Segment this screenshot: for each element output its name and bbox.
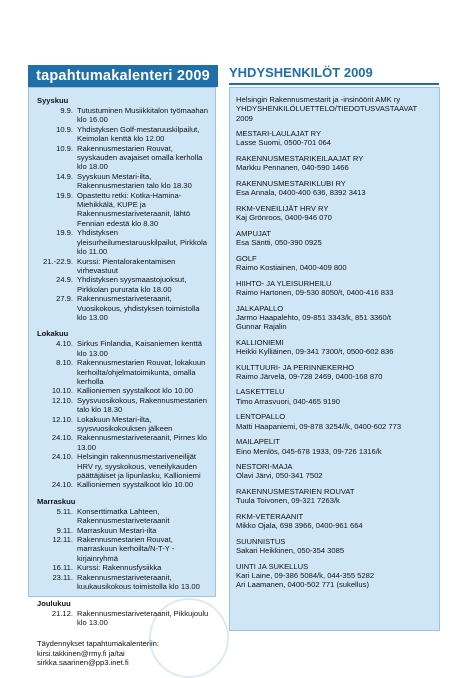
event-row [37,480,209,489]
event-text: Marraskuun Mestari-ilta [77,525,157,535]
contact-group-name: LASKETTELU [236,387,285,397]
contact-person: Matti Haapaniemi, 09-878 3254//k, 0400-602 773 [236,421,402,431]
contact-entry [236,154,433,172]
contact-group-name: LENTOPALLO [236,412,286,422]
event-text: Kallioniemen syystalkoot klo 10.00 [77,480,194,490]
contact-person: Timo Arrasvuori, 040-465 9190 [236,396,340,406]
event-row [37,526,209,535]
contacts-title: YHDYSHENKILÖT 2009 [229,63,439,85]
event-text: Kallioniemen syystalkoot klo 10.00 [77,386,194,396]
contact-entry [236,537,433,555]
event-date: 10.9. [56,124,73,134]
event-date: 21.-22.9. [43,256,73,266]
event-text: Tutustuminen Musiikkitalon työmaahan klo 16.00 [77,106,208,125]
event-text: Rakennusmestariveteraanit, Pikkujoulu klo 13.00 [77,608,209,627]
contact-entry [236,129,433,147]
event-date: 19.9. [56,190,73,200]
event-date: 10.10. [51,386,73,396]
event-row [37,433,209,452]
intro-line: YHDYSHENKILÖLUETTELO/TIEDOTUSVASTAAVAT [236,104,418,114]
contact-person: Lasse Suomi, 0500-701 064 [236,138,331,148]
event-row [37,339,209,358]
event-row [37,396,209,415]
contact-person: Tuula Toivonen, 09-321 7263/k [236,496,340,506]
contacts-panel [229,87,440,631]
contact-group-name: KALLIONIEMI [236,337,284,347]
event-text: Kurssi: Pientalorakentamisen virhevastuut [77,256,176,275]
contact-group-name: AMPUJAT [236,228,271,238]
event-row [37,257,209,276]
contact-entry [236,229,433,247]
contact-person: Kaj Grönroos, 0400-946 070 [236,213,332,223]
footer-line: kirsi.takkinen@rmy.fi ja/tai [37,648,125,658]
contact-group-name: KULTTUURI- JA PERINNEKERHO [236,362,354,372]
contact-entry [236,363,433,381]
event-date: 24.10. [51,480,73,490]
event-text: Yhdistyksen Golf-mestaruuskilpailut, Keimolan kenttä klo 12.00 [77,124,200,144]
footer-line: Täydennykset tapahtumakalenteriin: [37,639,159,649]
event-row [37,275,209,294]
contact-person: Jarmo Haapalehto, 09-851 3343/k, 851 3360/t [236,312,391,322]
event-row [37,415,209,434]
event-date: 21.12. [51,608,73,618]
event-row [37,573,209,592]
event-date: 24.9. [56,275,73,285]
event-text: Rakennusmestariveteraanit, Vuosikokous, yhdistyksen toimistolla klo 13.00 [77,294,200,322]
event-date: 12.11. [52,535,73,545]
month-heading: Marraskuu [37,496,76,506]
contact-entry [236,412,433,430]
contact-entry [236,204,433,222]
event-row [37,106,209,125]
contact-entry [236,279,433,297]
event-text: Helsingin rakennusmestariveneilijät HRV ry, syyskokous, veneilykauden päättäjäiset ja lipunlasku, Kallioniemi [77,452,201,481]
event-date: 24.10. [51,433,73,443]
contact-group-name: NESTORI-MAJA [236,462,293,472]
event-date: 27.9. [56,294,73,304]
contact-entry [236,462,433,480]
contact-group-name: GOLF [236,253,257,263]
event-date: 12.10. [51,414,73,424]
event-row [37,358,209,386]
contact-person: Gunnar Rajalin [236,321,287,331]
contact-person: Raimo Kostiainen, 0400-409 800 [236,262,347,272]
contact-person: Ari Laamanen, 0400-502 771 (sukellus) [236,580,369,590]
contact-entry [236,512,433,530]
contact-entry [236,179,433,197]
event-text: Syysvuosikokous, Rakennusmestarien talo klo 18.30 [77,395,207,415]
event-text: Rakennusmestariveteraanit, Pirnes klo 13.00 [77,433,207,452]
event-row [37,452,209,480]
contact-group-name: RKM-VENEILIJÄT HRV RY [236,203,329,213]
contact-person: Olavi Järvi, 050-341 7502 [236,471,323,481]
event-date: 10.9. [56,143,73,153]
intro-line: Helsingin Rakennusmestarit ja -insinöörit AMK ry [236,95,401,104]
event-row [37,294,209,322]
contact-person: Markku Pennanen, 040-590 1466 [236,163,349,173]
event-row [37,191,209,229]
calendar-panel [28,87,216,668]
contact-person: Sakari Heikkinen, 050-354 3085 [236,546,345,556]
contact-person: Esa Annala, 0400-400 636, 8392 3413 [236,188,366,198]
calendar-title: tapahtumakalenteri 2009 [28,65,218,87]
contact-group-name: HIIHTO- JA YLEISURHEILU [236,278,332,288]
seal-watermark-icon [149,598,229,678]
event-date: 12.10. [51,395,73,405]
contact-entry [236,437,433,455]
contact-entry [236,304,433,332]
footer-line: sirkka.saarinen@pp3.inet.fi [37,658,129,668]
contact-group-name: MESTARI-LAULAJAT RY [236,129,322,139]
event-row [37,535,209,563]
event-text: Lokakuun Mestari-ilta, syysvuosikokouksen jälkeen [77,414,173,433]
contact-person: Kari Laine, 09-386 5084/k, 044-355 5282 [236,571,375,581]
contact-entry [236,487,433,505]
contact-person: Mikko Ojala, 698 3966, 0400-961 664 [236,521,363,531]
contact-group-name: RAKENNUSMESTARIEN ROUVAT [236,487,355,497]
event-text: Kurssi: Rakennusfysiikka [77,563,162,573]
event-date: 24.10. [51,452,73,462]
event-row [37,172,209,191]
event-date: 16.11. [52,563,73,573]
contact-person: Eino Menlös, 045-678 1933, 09-726 1316/k [236,446,382,456]
month-heading: Lokakuu [37,329,69,339]
event-text: Yhdistyksen syysmaastojuoksut, Pirkkolan pururata klo 18.00 [77,275,187,294]
event-text: Syyskuun Mestari-ilta, Rakennusmestarien talo klo 18.30 [77,171,192,191]
contact-person: Esa Säntti, 050-390 0925 [236,238,322,248]
event-date: 5.11. [56,506,73,516]
event-text: Sirkus Finlandia, Kaisaniemen kenttä klo 13.00 [77,339,202,358]
contact-group-name: SUUNNISTUS [236,536,286,546]
event-row [37,144,209,172]
contacts-intro [236,95,433,123]
event-text: Konserttimatka Lahteen, Rakennusmestariveteraanit [77,506,170,526]
contacts-list [236,129,433,589]
month-heading: Joulukuu [37,598,71,608]
event-text: Rakennusmestariveteraanit, kuukausikokous toimistolla klo 13.00 [77,572,200,592]
event-text: Opastettu retki: Kotka-Hamina-Miehikkälä, KUPE ja Rakennusmestariveteraanit, lähtö Fennian edestä klo 8.30 [77,190,191,228]
contact-group-name: RAKENNUSMESTARIKEILAAJAT RY [236,154,364,164]
event-text: Rakennusmestarien Rouvat, marraskuun kerhoilta/N-T-Y -kirjainryhmä [77,535,175,563]
contact-entry [236,387,433,405]
intro-line: 2009 [236,113,253,123]
contact-group-name: RKM-VETERAANIT [236,512,304,522]
contact-group-name: MAILAPELIT [236,437,280,447]
contact-person: Heikki Kylliäinen, 09-341 7300/t, 0500-602 836 [236,346,394,356]
event-date: 19.9. [56,228,73,238]
month-heading: Syyskuu [37,96,69,105]
contact-person: Raimo Hartonen, 09-530 8050/t, 0400-416 833 [236,287,394,297]
event-row [37,228,209,256]
contact-group-name: UINTI JA SUKELLUS [236,561,309,571]
event-date: 8.10. [56,358,73,368]
event-date: 9.9. [60,106,73,115]
event-text: Rakennusmestarien Rouvat, lokakuun kerhoilta/ohjelmatoimikunta, omalla kerholla [77,358,206,386]
event-row [37,563,209,572]
event-text: Rakennusmestarien Rouvat, syyskauden avajaiset omalla kerholla klo 18.00 [77,143,203,172]
event-date: 9.11. [56,525,73,535]
contact-group-name: JALKAPALLO [236,303,284,313]
contact-entry [236,338,433,356]
contact-entry [236,254,433,272]
event-row [37,386,209,395]
contact-person: Raimo Järvelä, 09-728 2469, 0400-168 870 [236,371,383,381]
event-row [37,125,209,144]
event-text: Yhdistyksen yleisurheilumestaruuskilpailut, Pirkkola klo 11.00 [77,228,207,257]
event-row [37,507,209,526]
event-date: 23.11. [52,572,73,582]
event-date: 14.9. [56,171,73,181]
contact-entry [236,562,433,590]
calendar-months [37,96,209,627]
contact-group-name: RAKENNUSMESTARIKLUBI RY [236,179,346,189]
event-date: 4.10. [56,339,73,349]
